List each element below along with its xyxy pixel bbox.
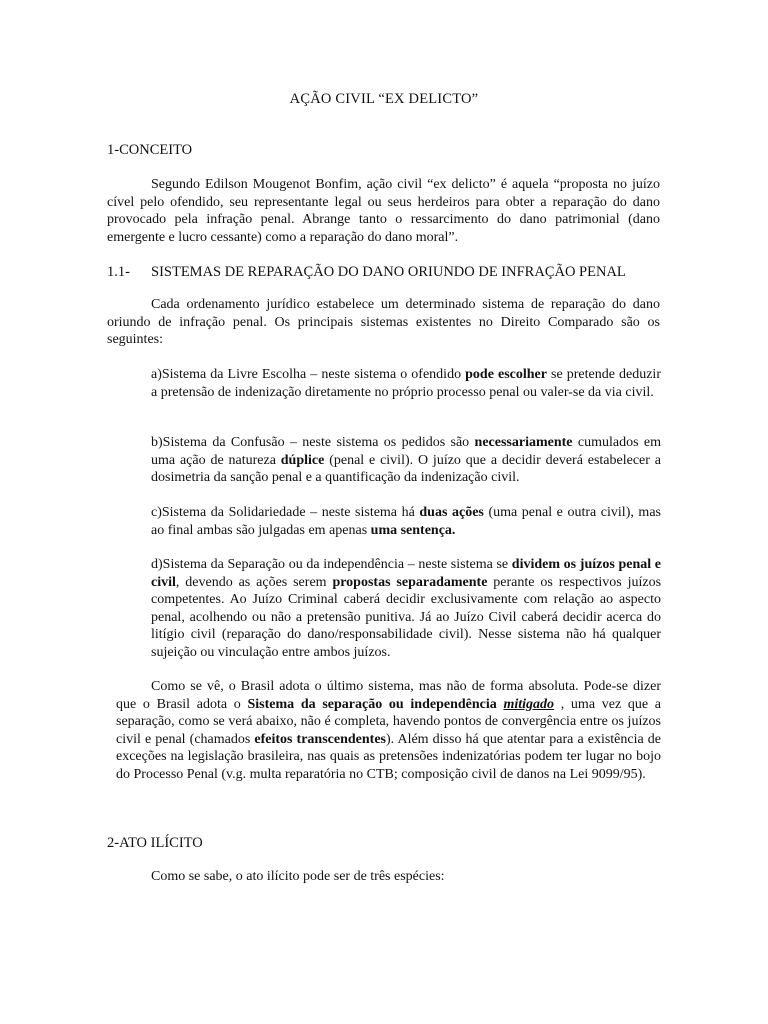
closing-bold-2: efeitos transcendentes	[254, 731, 386, 747]
subsection-number: 1.1-	[107, 264, 130, 280]
item-d-text-1: d)Sistema da Separação ou da independência – neste sistema se	[151, 557, 512, 572]
paragraph-brasil-adota	[116, 678, 661, 784]
list-item-confusao	[151, 434, 661, 487]
item-d-bold-1: dividem os juízos penal e civil	[151, 557, 661, 590]
item-a-text-2: se pretende deduzir a pretensão de indenização diretamente no próprio processo penal ou valer-se da via civil.	[151, 367, 661, 400]
document-title: AÇÃO CIVIL “EX DELICTO”	[289, 91, 479, 107]
item-c-text-2: (uma penal e outra civil), mas ao final ambas são julgadas em apenas	[151, 505, 661, 538]
list-item-solidariedade	[151, 504, 661, 539]
item-b-bold-2: dúplice	[280, 452, 325, 468]
item-b-text-3: (penal e civil). O juízo que a decidir deverá estabelecer a dosimetria da sanção penal e a quantificação da indenização civil.	[151, 452, 661, 486]
item-a-bold-1: pode escolher	[465, 367, 547, 382]
item-a-text-1: a)Sistema da Livre Escolha – neste sistema o ofendido	[151, 367, 466, 382]
list-item-separacao	[151, 556, 661, 662]
closing-text-3: ). Além disso há que atentar para a existência de exceções na legislação brasileira, nas quais as pretensões indenizatórias podem ter lugar no bojo do Processo Penal (v.g. multa reparatória no CTB; composição civil de danos na Lei 9099/95).	[116, 731, 662, 782]
item-d-bold-2: propostas separadamente	[332, 574, 488, 590]
item-b-bold-1: necessariamente	[474, 435, 573, 450]
item-b-text-1: b)Sistema da Confusão – neste sistema os pedidos são	[151, 435, 475, 450]
item-c-bold-1: duas ações	[419, 505, 484, 520]
item-d-text-3: perante os respectivos juízos competentes. Ao Juízo Criminal caberá decidir exclusivamente com relação ao aspecto penal, acolhendo ou não a pretensão punitiva. Já ao Juízo Civil caberá decidir acerca do litígio civil (reparação do dano/responsabilidade civil). Nesse sistema não há qualquer sujeição ou vinculação entre ambos juízos.	[151, 574, 662, 660]
section-heading-conceito: 1-CONCEITO	[107, 142, 193, 158]
paragraph-ato-ilicito: Como se sabe, o ato ilícito pode ser de três espécies:	[151, 869, 445, 884]
closing-text-2: , uma vez que a separação, como se verá abaixo, não é completa, havendo pontos de convergência entre os juízos civil e penal (chamados	[116, 696, 661, 747]
subsection-title: SISTEMAS DE REPARAÇÃO DO DANO ORIUNDO DE INFRAÇÃO PENAL	[151, 264, 626, 280]
item-b-text-2: cumulados em uma ação de natureza	[151, 435, 661, 468]
closing-bold-1: Sistema da separação ou independência	[247, 696, 497, 712]
paragraph-conceito: Segundo Edilson Mougenot Bonfim, ação civil “ex delicto” é aquela “proposta no juízo cível pelo ofendido, seu representante legal ou seus herdeiros para obter a reparação do dano provocado pela infração penal. Abrange tanto o ressarcimento do dano patrimonial (dano emergente e lucro cessante) como a reparação do dano moral”.	[107, 177, 660, 245]
section-heading-ato-ilicito: 2-ATO ILÍCITO	[107, 835, 203, 851]
paragraph-sistemas-intro: Cada ordenamento jurídico estabelece um determinado sistema de reparação do dano oriundo de infração penal. Os principais sistemas existentes no Direito Comparado são os seguintes:	[107, 297, 660, 348]
item-c-text-1: c)Sistema da Solidariedade – neste sistema há	[151, 505, 420, 520]
list-item-livre-escolha	[151, 366, 661, 401]
closing-underline-mitigado: mitigado	[503, 696, 555, 712]
closing-text-1: Como se vê, o Brasil adota o último sistema, mas não de forma absoluta. Pode-se dizer que o Brasil adota o	[116, 679, 661, 712]
item-d-text-2: , devendo as ações serem	[175, 574, 333, 590]
item-c-bold-2: uma sentença.	[370, 522, 456, 538]
